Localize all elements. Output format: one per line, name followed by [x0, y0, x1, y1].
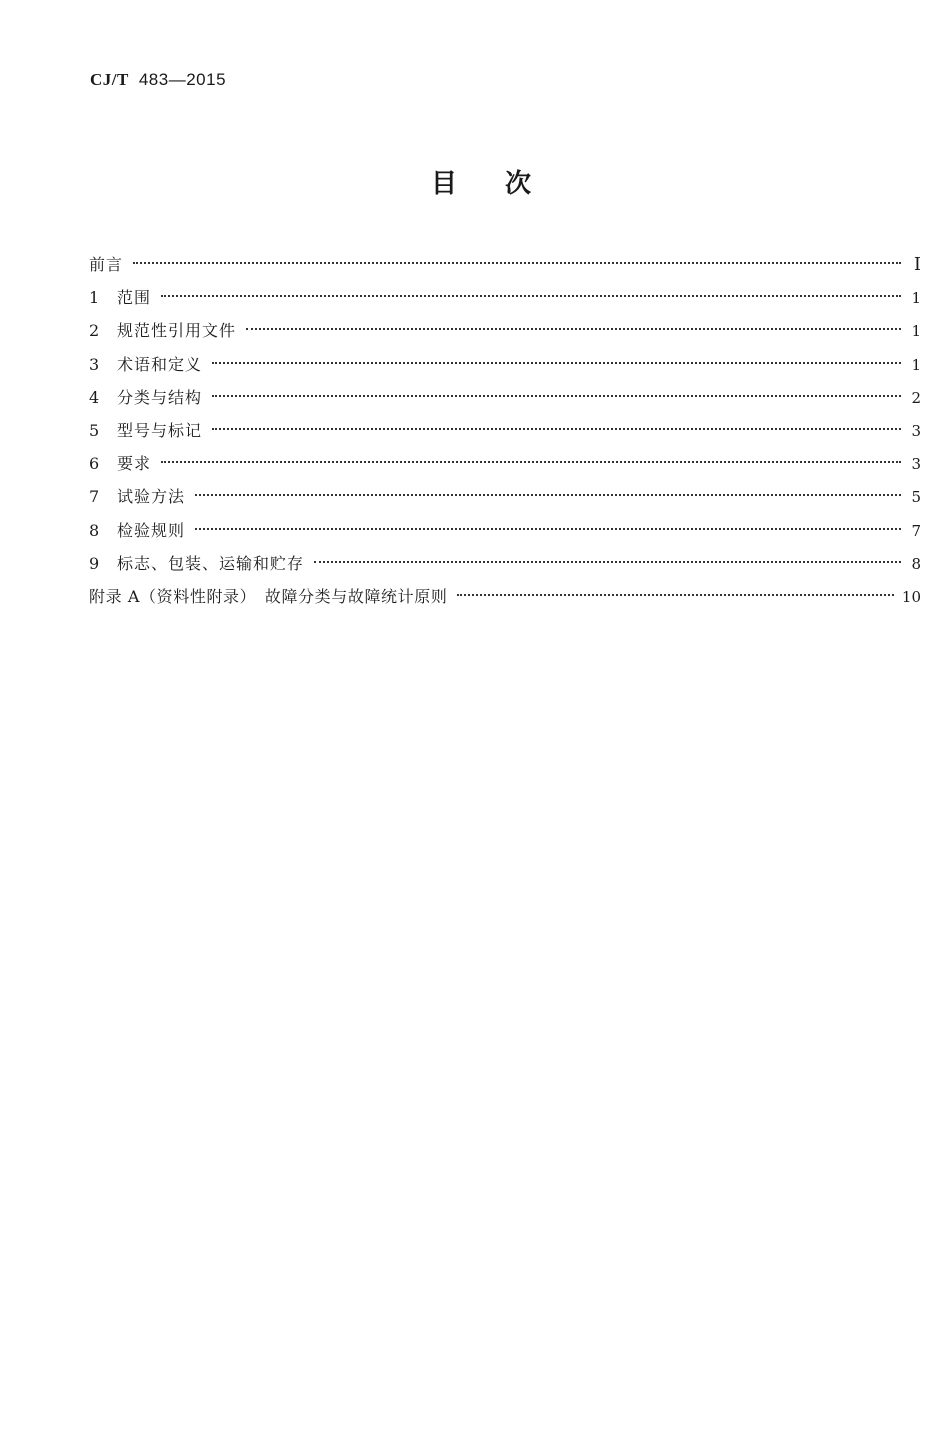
toc-entry-label: 型号与标记 — [117, 420, 203, 440]
toc-entry-label: 要求 — [117, 454, 152, 474]
toc-entry-label: 范围 — [117, 288, 152, 308]
toc-entry-page: 5 — [911, 488, 921, 507]
toc-entry-number: 8 — [89, 520, 100, 540]
toc-entry-number: 6 — [89, 454, 100, 474]
toc-entry-number: 3 — [89, 354, 100, 374]
toc-entry-number: 1 — [89, 288, 100, 308]
toc-entry-label: 标志、包装、运输和贮存 — [117, 553, 305, 573]
toc-leader-dots — [212, 428, 901, 430]
toc-entry-normative-references[interactable] — [89, 318, 921, 351]
standard-number: 483—2015 — [138, 70, 227, 89]
toc-entry-scope[interactable] — [89, 285, 921, 318]
toc-entry-label: 前言 — [89, 255, 124, 274]
toc-entry-label: 检验规则 — [117, 520, 186, 540]
toc-entry-page: 3 — [911, 455, 921, 474]
toc-leader-dots — [133, 262, 901, 264]
toc-entry-page: 1 — [911, 322, 921, 341]
toc-entry-appendix-a[interactable] — [89, 584, 921, 617]
toc-entry-classification[interactable] — [89, 385, 921, 418]
toc-entry-page: 8 — [911, 554, 921, 573]
toc-entry-label: 附录 A（资料性附录） 故障分类与故障统计原则 — [89, 586, 448, 606]
toc-entry-inspection-rules[interactable] — [89, 518, 921, 551]
toc-leader-dots — [246, 328, 901, 330]
toc-entry-page: 2 — [911, 388, 921, 407]
toc-leader-dots — [212, 362, 901, 364]
toc-leader-dots — [161, 461, 901, 463]
toc-entry-label: 规范性引用文件 — [117, 321, 237, 341]
toc-entry-page: 7 — [911, 521, 921, 540]
toc-leader-dots — [212, 395, 901, 397]
toc-entry-page: 1 — [911, 355, 921, 374]
toc-leader-dots — [195, 528, 901, 530]
toc-entry-page: 10 — [901, 587, 921, 606]
toc-entry-page: 3 — [911, 421, 921, 440]
toc-entry-requirements[interactable] — [89, 451, 921, 484]
toc-leader-dots — [457, 594, 893, 596]
toc-leader-dots — [161, 295, 901, 297]
toc-entry-number: 7 — [89, 487, 100, 507]
toc-entry-label: 术语和定义 — [117, 354, 203, 374]
toc-leader-dots — [195, 494, 901, 496]
toc-entry-label: 分类与结构 — [117, 387, 203, 407]
standard-prefix: CJ/T — [90, 70, 129, 89]
toc-entry-number: 4 — [89, 387, 100, 407]
document-code — [90, 70, 226, 90]
page-title: 目次 — [430, 169, 579, 199]
toc-entry-number: 2 — [89, 321, 100, 341]
toc-entry-label: 试验方法 — [117, 487, 186, 507]
toc-entry-number: 5 — [89, 420, 100, 440]
toc-entry-foreword[interactable] — [89, 252, 921, 285]
toc-entry-number: 9 — [89, 553, 100, 573]
toc-entry-page: 1 — [911, 289, 921, 308]
toc-entry-model-marking[interactable] — [89, 418, 921, 451]
toc-entry-terms-definitions[interactable] — [89, 352, 921, 385]
table-of-contents — [89, 252, 921, 617]
toc-entry-marking-packaging[interactable] — [89, 551, 921, 584]
toc-leader-dots — [314, 561, 901, 563]
toc-entry-test-methods[interactable] — [89, 484, 921, 517]
toc-entry-page: I — [913, 254, 921, 275]
